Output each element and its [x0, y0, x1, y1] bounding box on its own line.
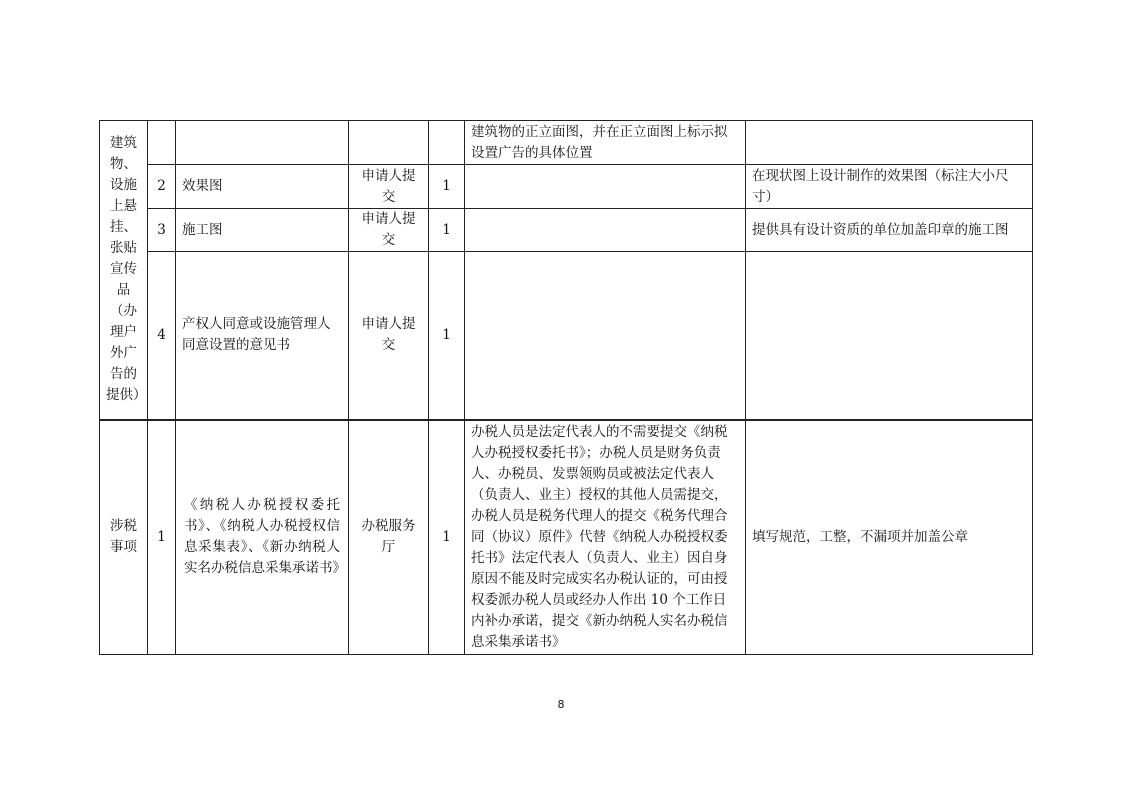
material-note: 在现状图上设计制作的效果图（标注大小尺寸）	[746, 165, 1033, 209]
material-quantity: 1	[429, 420, 465, 655]
material-source: 申请人提交	[349, 209, 429, 252]
material-quantity: 1	[429, 252, 465, 420]
material-quantity: 1	[429, 165, 465, 209]
material-quantity	[429, 121, 465, 165]
material-name: 施工图	[176, 209, 349, 252]
item-number: 3	[148, 209, 176, 252]
table-row	[100, 121, 1033, 165]
table-row	[100, 209, 1033, 252]
material-note	[746, 252, 1033, 420]
material-description	[465, 209, 746, 252]
category-cell: 建筑物、设施上悬挂、张贴宣传品（办理户外广告的提供）	[100, 121, 148, 420]
material-note: 提供具有设计资质的单位加盖印章的施工图	[746, 209, 1033, 252]
item-number	[148, 121, 176, 165]
table-row	[100, 165, 1033, 209]
material-description: 建筑物的正立面图，并在正立面图上标示拟设置广告的具体位置	[465, 121, 746, 165]
material-name	[176, 121, 349, 165]
material-description	[465, 252, 746, 420]
table-row	[100, 420, 1033, 655]
material-description: 办税人员是法定代表人的不需要提交《纳税人办税授权委托书》；办税人员是财务负责人、办税员、发票领购员或被法定代表人（负责人、业主）授权的其他人员需提交，办税人员是税务代理人的提交《税务代理合同（协议）原件》代替《纳税人办税授权委托书》法定代表人（负责人、业主）因自身原因不能及时完成实名办税认证的，可由授权委派办税人员或经办人作出 10 个工作日内补办承诺，提交《新办纳税人实名办税信息采集承诺书》	[465, 420, 746, 655]
requirements-table	[99, 120, 1033, 655]
material-quantity: 1	[429, 209, 465, 252]
material-source: 办税服务厅	[349, 420, 429, 655]
material-name: 产权人同意或设施管理人同意设置的意见书	[176, 252, 349, 420]
category-cell: 涉税事项	[100, 420, 148, 655]
material-note: 填写规范，工整，不漏项并加盖公章	[746, 420, 1033, 655]
page-number: 8	[557, 698, 565, 711]
item-number: 1	[148, 420, 176, 655]
material-description	[465, 165, 746, 209]
material-source: 申请人提交	[349, 252, 429, 420]
material-name: 效果图	[176, 165, 349, 209]
material-source: 申请人提交	[349, 165, 429, 209]
item-number: 2	[148, 165, 176, 209]
material-note	[746, 121, 1033, 165]
material-name: 《纳税人办税授权委托书》、《纳税人办税授权信息采集表》、《新办纳税人实名办税信息采集承诺书》	[176, 420, 349, 655]
table-row	[100, 252, 1033, 420]
item-number: 4	[148, 252, 176, 420]
material-source	[349, 121, 429, 165]
